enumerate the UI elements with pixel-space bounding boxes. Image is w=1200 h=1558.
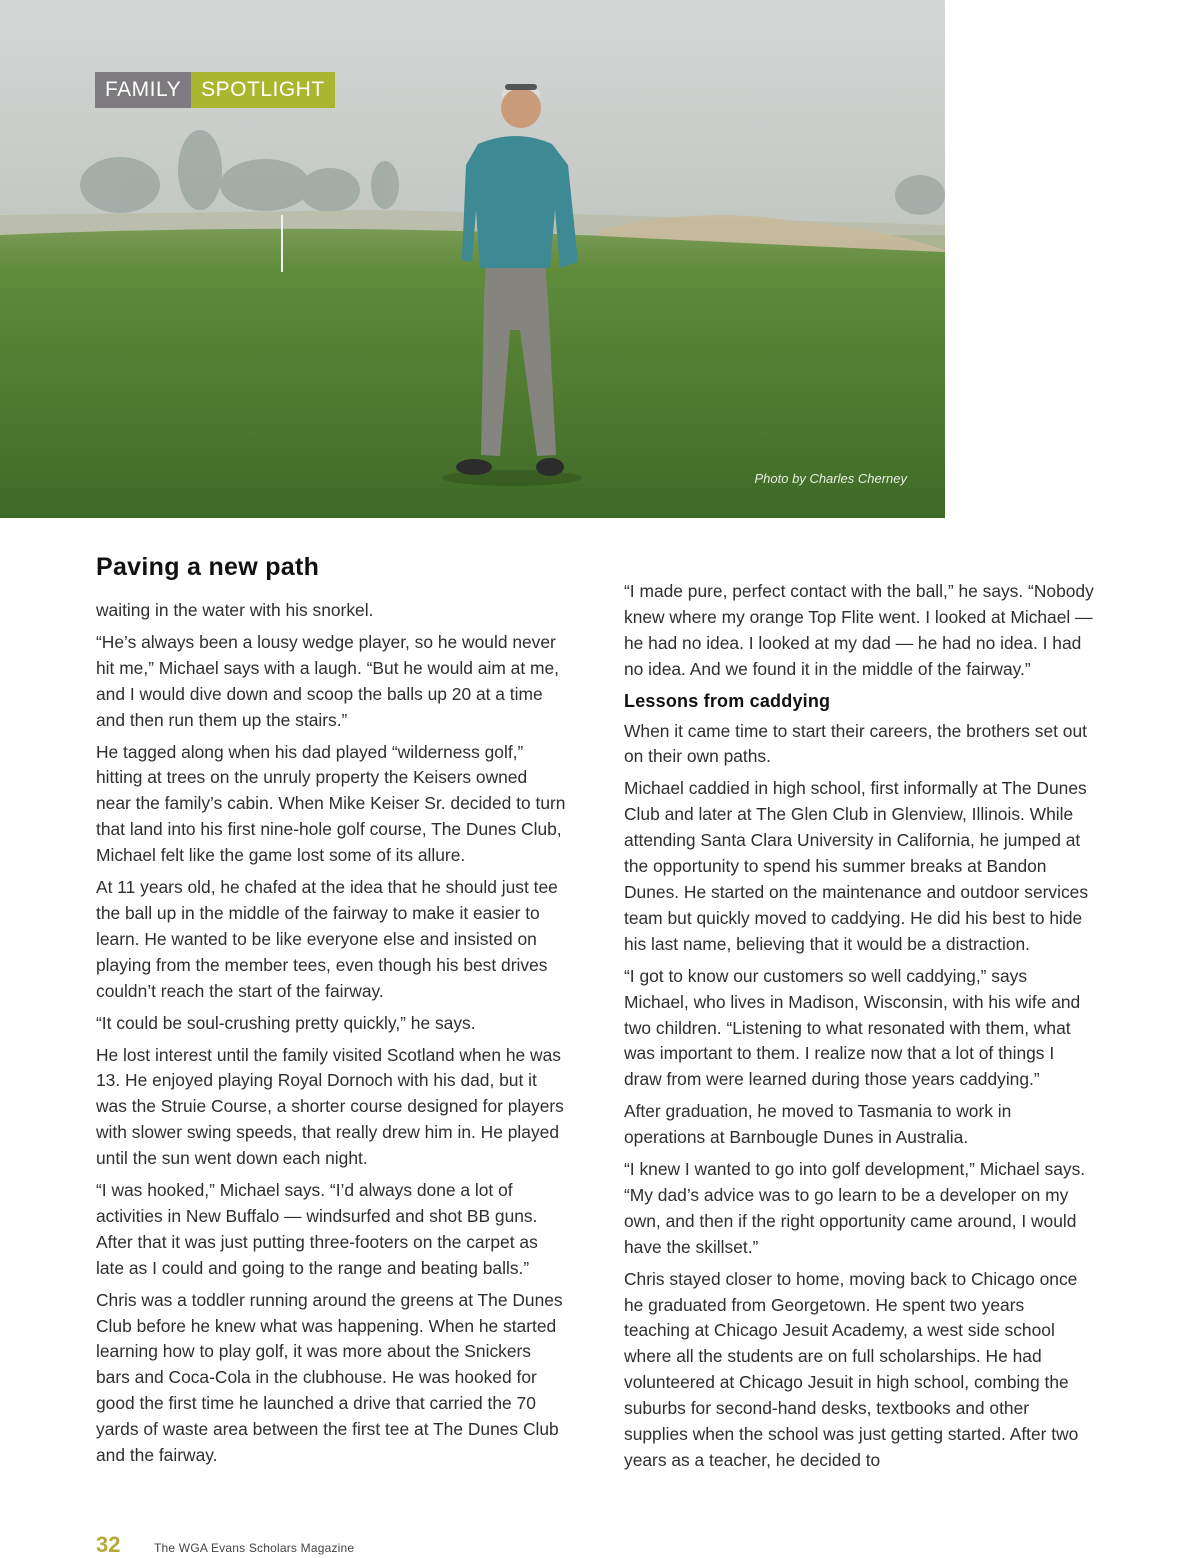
magazine-name: The WGA Evans Scholars Magazine <box>154 1541 355 1555</box>
paragraph: waiting in the water with his snorkel. <box>96 600 374 620</box>
section-tag-spotlight: SPOTLIGHT <box>191 72 335 108</box>
article-title: Paving a new path <box>96 553 320 581</box>
subheading: Lessons from caddying <box>624 690 831 711</box>
paragraph: After graduation, he moved to Tasmania to work in operations at Barnbougle Dunes in Australia. <box>624 1101 1012 1148</box>
page-number: 32 <box>96 1532 121 1557</box>
paragraph: He tagged along when his dad played “wilderness golf,” hitting at trees on the unruly property the Keisers owned near the family’s cabin. When Mike Keiser Sr. decided to turn that land into his first nine-hole golf course, The Dunes Club, Michael felt like the game lost some of its allure. <box>96 741 566 866</box>
paragraph: “I made pure, perfect contact with the ball,” he says. “Nobody knew where my orange Top Flite went. I looked at Michael — he had no idea. I looked at my dad — he had no idea. I had no idea. And we found it in the middle of the fairway.” <box>624 581 1094 679</box>
paragraph: “He’s always been a lousy wedge player, so he would never hit me,” Michael says with a laugh. “But he would aim at me, and I would dive down and scoop the balls up 20 at a time and then run them up the stairs.” <box>96 631 559 730</box>
paragraph: Chris was a toddler running around the greens at The Dunes Club before he knew what was happening. When he started learning how to play golf, it was more about the Snickers bars and Coca-Cola in the clubhouse. He was hooked for good the first time he launched a drive that carried the 70 yards of waste area between the first tee at The Dunes Club and the fairway. <box>96 1289 563 1466</box>
paragraph: Michael caddied in high school, first informally at The Dunes Club and later at The Glen Club in Glenview, Illinois. While attending Santa Clara University in California, he jumped at the opportunity to spend his summer breaks at Bandon Dunes. He started on the maintenance and outdoor services team but quickly moved to caddying. He did his best to hide his last name, believing that it would be a distraction. <box>624 778 1089 954</box>
section-tag-family: FAMILY <box>95 72 191 108</box>
hero-photo <box>0 0 945 518</box>
page-footer <box>96 1532 354 1558</box>
article-column-left <box>96 598 566 1475</box>
paragraph: “It could be soul-crushing pretty quickly,” he says. <box>96 1012 476 1033</box>
section-tag <box>95 72 335 108</box>
paragraph: He lost interest until the family visited Scotland when he was 13. He enjoyed playing Royal Dornoch with his dad, but it was the Struie Course, a shorter course designed for players with slower swing speeds, that really drew him in. He played until the sun went down each night. <box>96 1044 564 1169</box>
paragraph: At 11 years old, he chafed at the idea that he should just tee the ball up in the middle of the fairway to make it easier to learn. He wanted to be like everyone else and insisted on playing from the member tees, even though his best drives couldn’t reach the start of the fairway. <box>96 877 558 1001</box>
paragraph: “I knew I wanted to go into golf development,” Michael says. “My dad’s advice was to go learn to be a developer on my own, and then if the right opportunity came around, I would have the skillset.” <box>624 1159 1086 1257</box>
photo-credit: Photo by Charles Cherney <box>754 471 907 486</box>
paragraph: “I was hooked,” Michael says. “I’d always done a lot of activities in New Buffalo — windsurfed and shot BB guns. After that it was just putting three-footers on the carpet as late as I could and going to the range and beating balls.” <box>96 1180 538 1278</box>
paragraph: When it came time to start their careers, the brothers set out on their own paths. <box>624 720 1087 767</box>
article-column-right <box>624 579 1094 1480</box>
paragraph: Chris stayed closer to home, moving back to Chicago once he graduated from Georgetown. He spent two years teaching at Chicago Jesuit Academy, a west side school where all the students are on full scholarships. He had volunteered at Chicago Jesuit in high school, combing the suburbs for second-hand desks, textbooks and other supplies when the school was just getting started. After two years as a teacher, he decided to <box>624 1268 1079 1470</box>
paragraph: “I got to know our customers so well caddying,” says Michael, who lives in Madison, Wisconsin, with his wife and two children. “Listening to what resonated with them, what was important to them. I realize now that a lot of things I draw from were learned during those years caddying.” <box>624 965 1081 1090</box>
